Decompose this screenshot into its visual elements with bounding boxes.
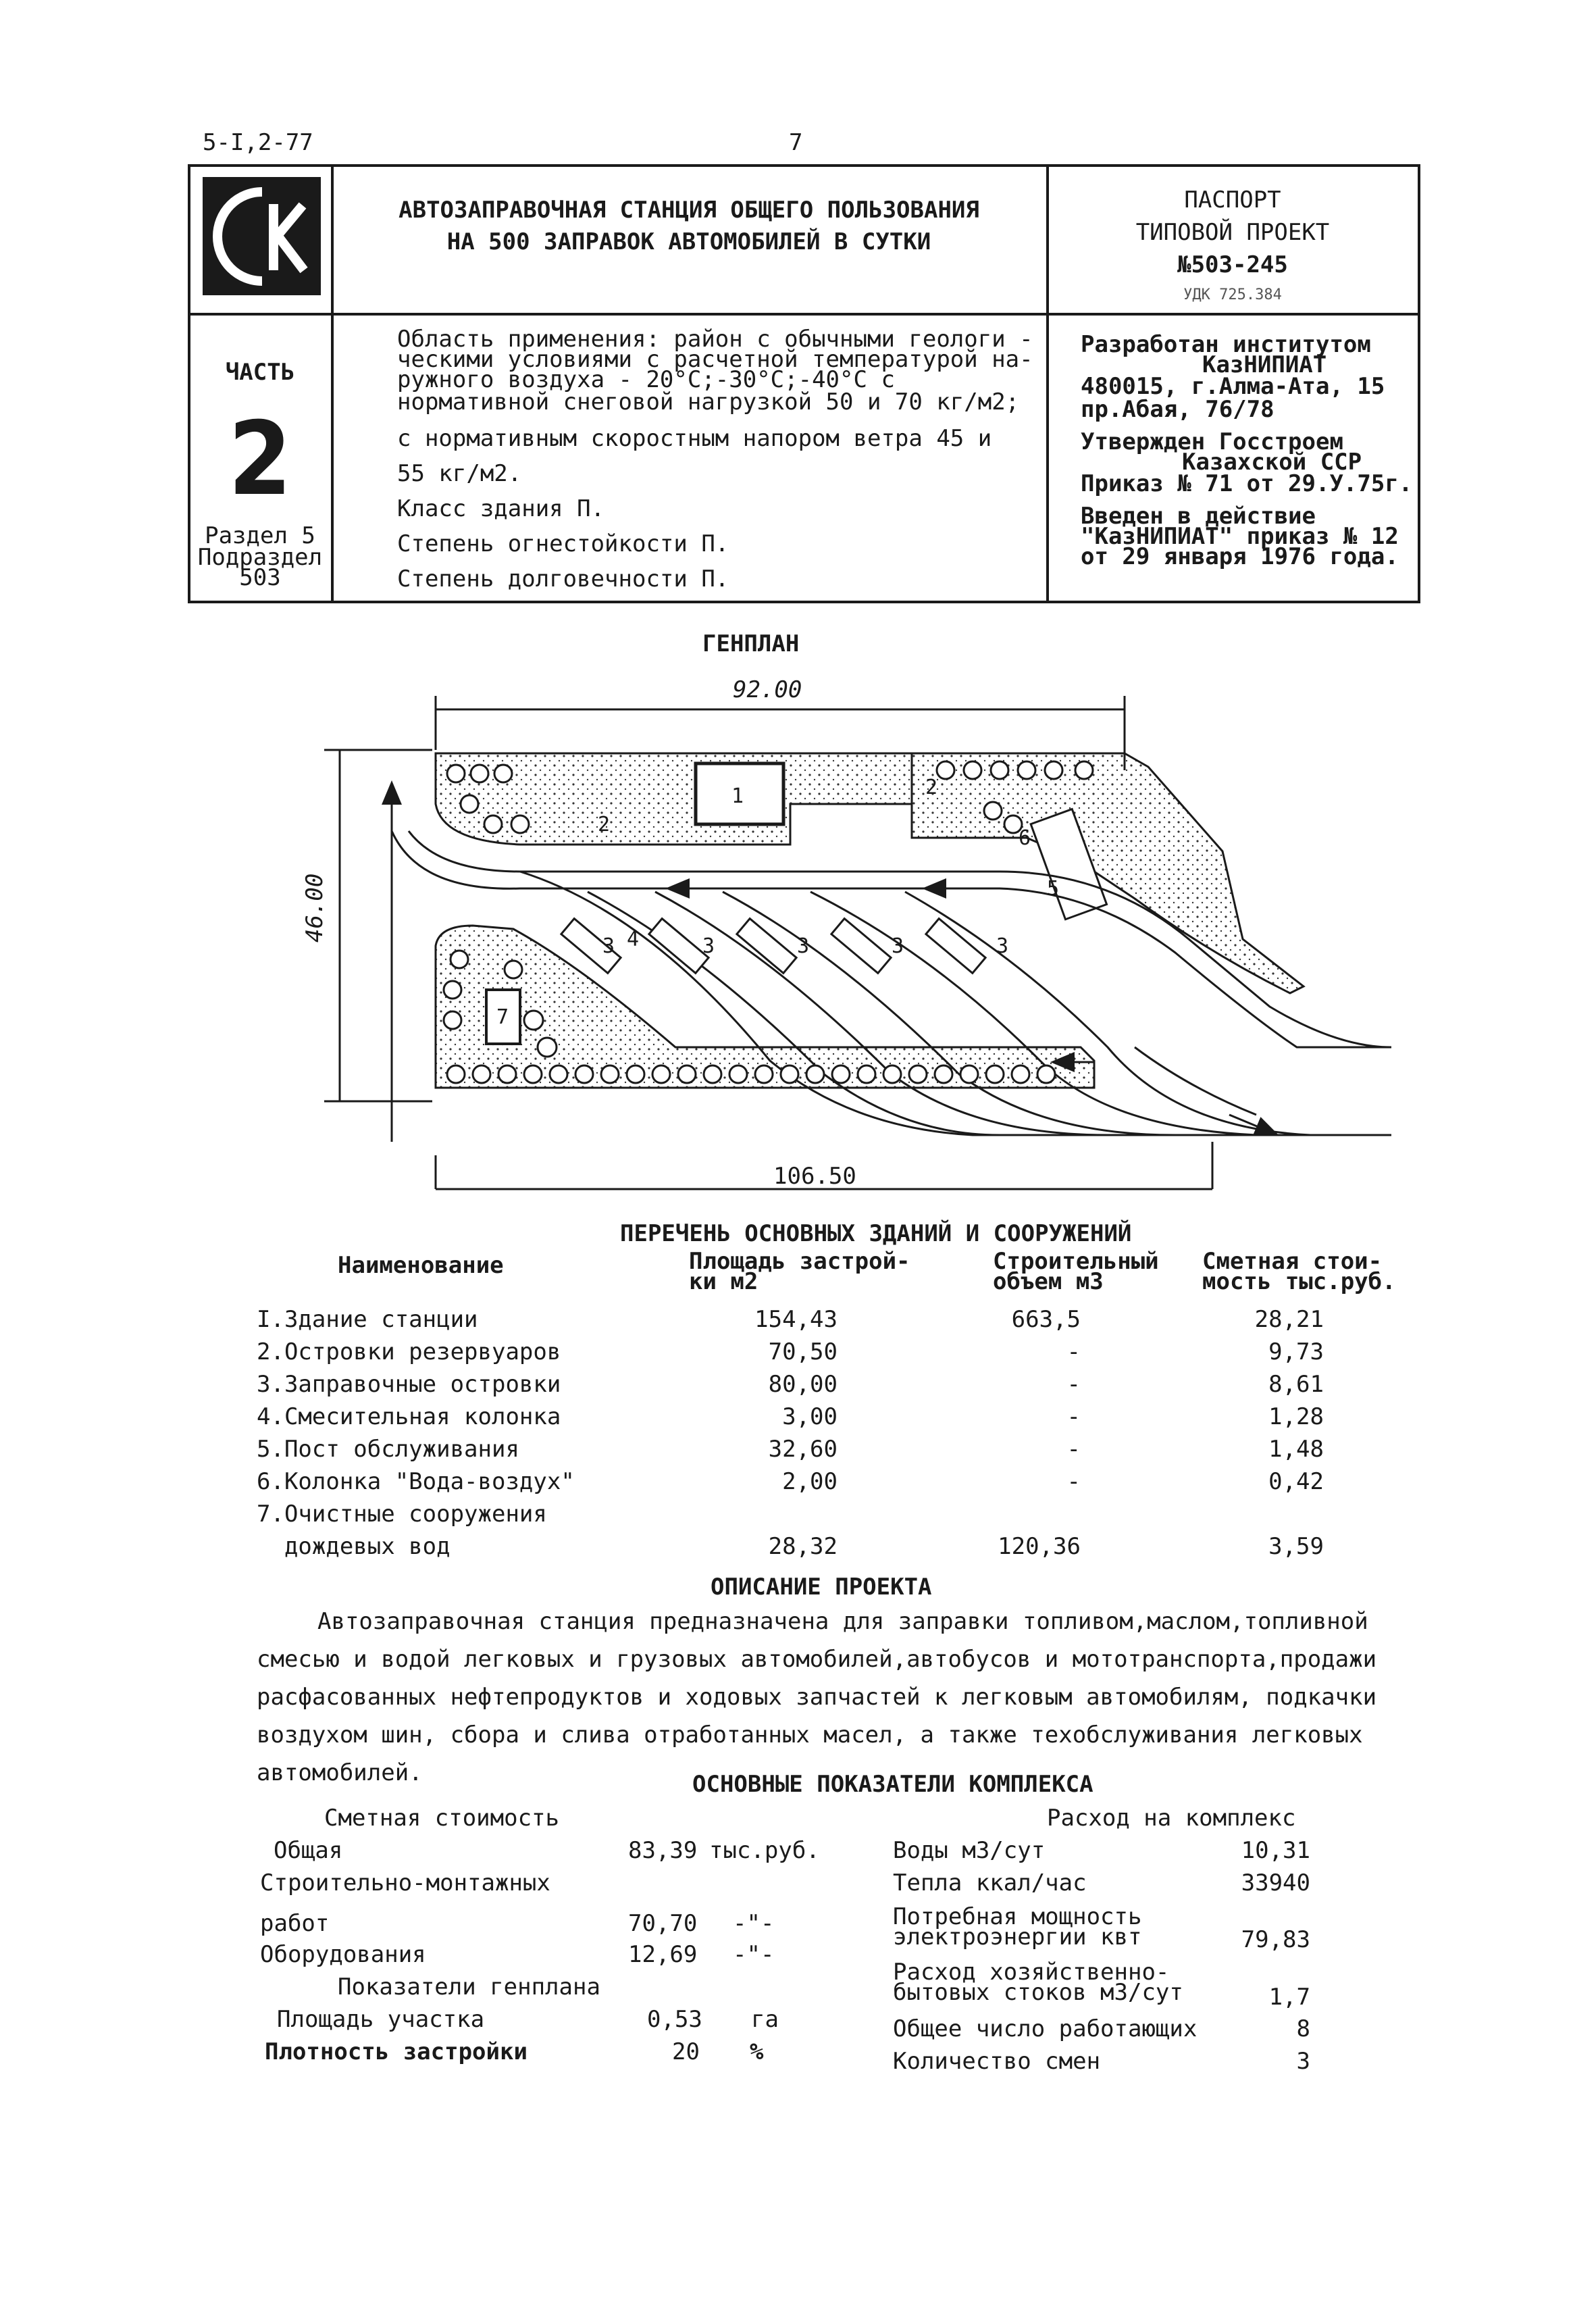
power-value: 79,83: [1241, 1926, 1310, 1953]
tree-icon: [755, 1065, 773, 1083]
indicators-title: ОСНОВНЫЕ ПОКАЗАТЕЛИ КОМПЛЕКСА: [692, 1771, 1093, 1798]
tree-icon: [960, 1065, 978, 1083]
header-divider-horizontal: [188, 313, 1420, 316]
cost-total-label: Общая: [274, 1837, 343, 1864]
page-number: 7: [789, 129, 803, 156]
table-cell-volume: 663,5: [1011, 1306, 1081, 1333]
sewage-label: Расход хозяйственно-: [893, 1959, 1170, 1986]
heat-label: Тепла ккал/час: [893, 1869, 1087, 1896]
description-line: Автозаправочная станция предназначена для заправки топливом,маслом,топливной: [317, 1608, 1368, 1635]
table-cell-volume: -: [1066, 1436, 1081, 1463]
tree-icon: [1012, 1065, 1029, 1083]
column-header-cost: Сметная стои- мость тыс.руб.: [1202, 1248, 1396, 1295]
dimension-top-label: 92.00: [733, 676, 802, 703]
application-line: ческими условиями с расчетной температурой на-: [397, 346, 1033, 373]
column-header-area: Площадь застрой- ки м2: [689, 1248, 910, 1295]
description-line: расфасованных нефтепродуктов и ходовых запчастей к легковым автомобилям, подкачки: [257, 1684, 1377, 1711]
table-cell-volume: -: [1066, 1338, 1081, 1365]
table-cell-area: 70,50: [768, 1338, 838, 1365]
table-cell-cost: 9,73: [1268, 1338, 1324, 1365]
table-cell-volume: -: [1066, 1468, 1081, 1495]
cost-smr-label-2: работ: [260, 1910, 330, 1937]
plan-label: 3: [797, 934, 810, 958]
tree-icon: [909, 1065, 927, 1083]
table-cell-cost: 0,42: [1268, 1468, 1324, 1495]
plan-label: 4: [627, 928, 640, 951]
developer-line: от 29 января 1976 года.: [1081, 543, 1399, 570]
description-text: [257, 1603, 1418, 1792]
sk-logo-icon: [203, 177, 321, 295]
tree-icon: [498, 1065, 516, 1083]
tree-icon: [550, 1065, 567, 1083]
site-area-unit: га: [751, 2006, 779, 2033]
table-cell-area: 28,32: [768, 1533, 838, 1560]
passport-project-type: ТИПОВОЙ ПРОЕКТ: [1135, 219, 1330, 246]
workers-label: Общее число работающих: [893, 2015, 1198, 2042]
genplan-indicators-title: Показатели генплана: [338, 1973, 600, 2001]
power-label-2: электроэнергии квт: [893, 1923, 1142, 1951]
table-cell-cost: 28,21: [1254, 1306, 1324, 1333]
header-divider-left: [331, 164, 334, 603]
dimension-left-label: 46.00: [301, 873, 328, 942]
tree-icon: [524, 1065, 542, 1083]
table-cell-cost: 1,48: [1268, 1436, 1324, 1463]
plan-label: 2: [598, 813, 611, 836]
description-line: воздухом шин, сбора и слива отработанных масел, а также техобслуживания легковых: [257, 1721, 1363, 1749]
tree-icon: [832, 1065, 850, 1083]
cost-title: Сметная стоимость: [324, 1805, 559, 1832]
density-label: Плотность застройки: [265, 2038, 527, 2065]
developer-line: Введен в действие: [1081, 503, 1316, 530]
application-line: 55 кг/м2.: [397, 460, 522, 487]
shifts-label: Количество смен: [893, 2048, 1101, 2075]
application-line: Класс здания П.: [397, 495, 605, 522]
header-title-line-1: АВТОЗАПРАВОЧНАЯ СТАНЦИЯ ОБЩЕГО ПОЛЬЗОВАНИЯ: [398, 197, 979, 224]
column-header-name: Наименование: [338, 1252, 504, 1279]
table-cell-name: дождевых вод: [257, 1533, 451, 1560]
plan-label: 6: [1019, 826, 1031, 850]
table-cell-name: 7.Очистные сооружения: [257, 1501, 547, 1528]
developer-line: Разработан институтом: [1081, 331, 1371, 358]
developer-line: "КазНИПИАТ" приказ № 12: [1081, 523, 1399, 550]
passport-label: ПАСПОРТ: [1184, 186, 1281, 213]
tree-icon: [473, 1065, 490, 1083]
table-cell-area: 32,60: [768, 1436, 838, 1463]
application-line: нормативной снеговой нагрузкой 50 и 70 кг/м2;: [397, 388, 1020, 416]
developer-line: Приказ № 71 от 29.У.75г.: [1081, 470, 1413, 497]
workers-value: 8: [1296, 2015, 1310, 2042]
table-cell-volume: -: [1066, 1403, 1081, 1430]
plan-label: 3: [892, 934, 904, 958]
table-cell-area: 3,00: [782, 1403, 838, 1430]
cost-equipment-value: 12,69: [628, 1941, 698, 1968]
plan-label: 3: [702, 934, 715, 958]
sewage-label-2: бытовых стоков м3/сут: [893, 1979, 1183, 2006]
application-conditions: [397, 326, 1033, 597]
fueling-island: [831, 919, 891, 974]
column-header-volume: Строительный объем м3: [993, 1248, 1159, 1295]
buildings-table-title: ПЕРЕЧЕНЬ ОСНОВНЫХ ЗДАНИЙ И СООРУЖЕНИЙ: [620, 1220, 1132, 1247]
tree-icon: [858, 1065, 875, 1083]
subsection-number: 503: [239, 564, 281, 591]
developer-line: пр.Абая, 76/78: [1081, 396, 1275, 423]
passport-project-number: №503-245: [1177, 251, 1288, 278]
plan-label: 7: [496, 1005, 509, 1029]
cost-smr-unit: -"-: [733, 1910, 775, 1937]
cost-smr-value: 70,70: [628, 1910, 698, 1937]
tree-icon: [652, 1065, 670, 1083]
water-label: Воды м3/сут: [893, 1837, 1046, 1864]
plan-label: 1: [731, 784, 744, 808]
doc-code: 5-I,2-77: [203, 129, 313, 156]
density-unit: %: [750, 2038, 764, 2065]
genplan-drawing: [297, 669, 1418, 1196]
density-value: 20: [672, 2038, 700, 2065]
table-cell-cost: 3,59: [1268, 1533, 1324, 1560]
part-number: 2: [228, 401, 292, 518]
tree-icon: [1037, 1065, 1055, 1083]
shifts-value: 3: [1296, 2048, 1310, 2075]
tree-icon: [883, 1065, 901, 1083]
tree-icon: [729, 1065, 747, 1083]
application-line: Область применения: район с обычными геологи -: [397, 326, 1033, 353]
section-label: Раздел 5: [205, 522, 315, 549]
tree-icon: [935, 1065, 952, 1083]
header-divider-right: [1046, 164, 1049, 603]
subsection-label: Подраздел: [197, 544, 323, 571]
cost-smr-label: Строительно-монтажных: [260, 1869, 550, 1896]
developer-line: Казахской ССР: [1182, 449, 1362, 476]
cost-equipment-unit: -"-: [733, 1941, 775, 1968]
table-cell-volume: 120,36: [998, 1533, 1081, 1560]
table-cell-name: 3.Заправочные островки: [257, 1371, 561, 1398]
consumption-title: Расход на комплекс: [1047, 1805, 1296, 1832]
water-value: 10,31: [1241, 1837, 1310, 1864]
application-line: Степень долговечности П.: [397, 565, 729, 593]
description-title: ОПИСАНИЕ ПРОЕКТА: [711, 1574, 932, 1601]
site-area-value: 0,53: [647, 2006, 702, 2033]
tree-icon: [678, 1065, 696, 1083]
udk-code: УДК 725.384: [1183, 286, 1282, 303]
application-line: Степень огнестойкости П.: [397, 530, 729, 557]
tree-icon: [447, 1065, 465, 1083]
plan-label: 3: [602, 934, 615, 958]
developer-line: Утвержден Госстроем: [1081, 428, 1343, 455]
description-line: автомобилей.: [257, 1759, 423, 1786]
table-cell-cost: 1,28: [1268, 1403, 1324, 1430]
tree-icon: [986, 1065, 1004, 1083]
tree-icon: [575, 1065, 593, 1083]
table-cell-name: I.Здание станции: [257, 1306, 478, 1333]
tree-icon: [627, 1065, 644, 1083]
developer-info: [1081, 331, 1413, 570]
plan-label: 2: [925, 776, 938, 799]
tree-icon: [781, 1065, 798, 1083]
table-cell-volume: -: [1066, 1371, 1081, 1398]
developer-line: КазНИПИАТ: [1202, 351, 1327, 378]
dimension-bottom-label: 106.50: [773, 1163, 856, 1190]
table-cell-area: 154,43: [754, 1306, 838, 1333]
developer-line: 480015, г.Алма-Ата, 15: [1081, 373, 1385, 400]
part-label: ЧАСТЬ: [225, 359, 295, 386]
cost-total-unit: тыс.руб.: [709, 1837, 820, 1864]
application-line: ружного воздуха - 20°С;-30°С;-40°С с: [397, 366, 895, 393]
tree-icon: [704, 1065, 721, 1083]
tree-icon: [601, 1065, 619, 1083]
power-label: Потребная мощность: [893, 1903, 1142, 1930]
table-cell-name: 5.Пост обслуживания: [257, 1436, 519, 1463]
table-cell-name: 4.Смесительная колонка: [257, 1403, 561, 1430]
application-line: с нормативным скоростным напором ветра 45 и: [397, 425, 992, 452]
plan-label: 3: [996, 934, 1009, 958]
sewage-value: 1,7: [1268, 1984, 1310, 2011]
header-title-line-2: НА 500 ЗАПРАВОК АВТОМОБИЛЕЙ В СУТКИ: [446, 228, 931, 255]
tree-icon: [806, 1065, 824, 1083]
genplan-title: ГЕНПЛАН: [702, 630, 800, 657]
table-cell-cost: 8,61: [1268, 1371, 1324, 1398]
cost-equipment-label: Оборудования: [260, 1941, 426, 1968]
fueling-island: [926, 919, 985, 974]
table-cell-area: 2,00: [782, 1468, 838, 1495]
plan-label: 5: [1047, 877, 1060, 901]
heat-value: 33940: [1241, 1869, 1310, 1896]
table-cell-name: 6.Колонка "Вода-воздух": [257, 1468, 575, 1495]
site-area-label: Площадь участка: [277, 2006, 485, 2033]
description-line: смесью и водой легковых и грузовых автомобилей,автобусов и мототранспорта,продажи: [257, 1646, 1377, 1673]
table-cell-name: 2.Островки резервуаров: [257, 1338, 561, 1365]
cost-total-value: 83,39: [628, 1837, 698, 1864]
table-cell-area: 80,00: [768, 1371, 838, 1398]
